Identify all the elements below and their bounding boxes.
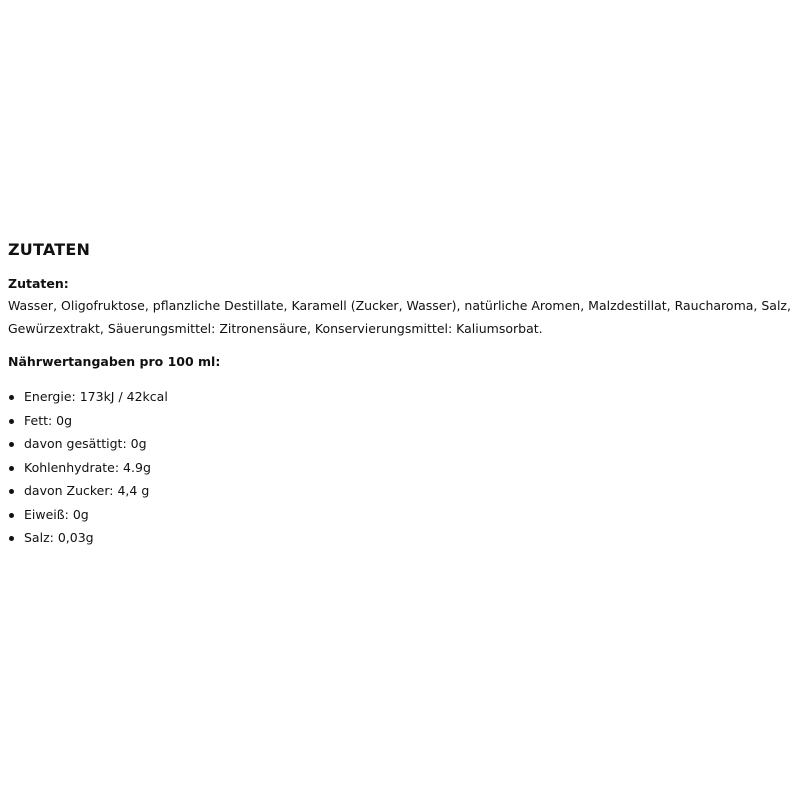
bullet-icon [9, 466, 14, 471]
ingredients-section [8, 240, 798, 550]
bullet-icon [9, 442, 14, 447]
nutrition-item-text: Energie: 173kJ / 42kcal [24, 389, 168, 404]
bullet-icon [9, 513, 14, 518]
bullet-icon [9, 419, 14, 424]
nutrition-item-sugar [8, 479, 798, 503]
ingredients-label: Zutaten: [8, 276, 69, 291]
nutrition-item-text: Kohlenhydrate: 4.9g [24, 459, 151, 475]
bullet-icon [9, 536, 14, 541]
nutrition-item-text: Eiweiß: 0g [24, 506, 89, 522]
ingredients-text: Wasser, Oligofruktose, pflanzliche Destillate, Karamell (Zucker, Wasser), natürliche Aromen, Malzdestillat, Raucharoma, Salz, Gewürzextrakt, Säuerungsmittel: Zitronensäure, Konservierungsmittel: Kaliumsorbat. [8, 298, 791, 336]
nutrition-label: Nährwertangaben pro 100 ml: [8, 354, 221, 369]
nutrition-item-text: Fett: 0g [24, 412, 73, 428]
nutrition-item-fat [8, 409, 798, 433]
nutrition-item-text: davon gesättigt: 0g [24, 436, 147, 451]
nutrition-item-protein [8, 503, 798, 527]
nutrition-list [8, 385, 798, 550]
bullet-icon [9, 395, 14, 400]
nutrition-item-carbohydrates [8, 456, 798, 480]
nutrition-item-energy [8, 385, 798, 409]
section-title: ZUTATEN [8, 240, 91, 259]
nutrition-item-saturated-fat [8, 432, 798, 456]
nutrition-item-text: Salz: 0,03g [24, 530, 94, 545]
nutrition-item-salt [8, 526, 798, 550]
bullet-icon [9, 489, 14, 494]
nutrition-item-text: davon Zucker: 4,4 g [24, 483, 150, 498]
